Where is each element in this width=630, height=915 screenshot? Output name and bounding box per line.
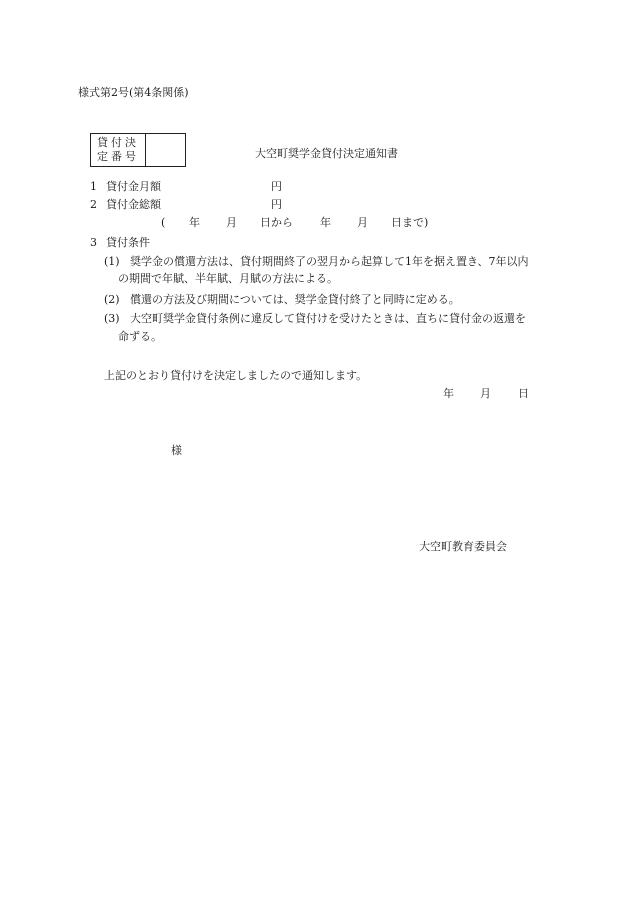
- item3-label: 貸付条件: [106, 236, 150, 249]
- period-year1: 年: [189, 216, 200, 229]
- decision-number-label-line2: 定番号: [97, 150, 139, 163]
- condition2-number: (2): [104, 293, 120, 306]
- period-open: (: [161, 216, 166, 229]
- condition3-number: (3): [104, 312, 120, 325]
- date-year: 年: [443, 387, 454, 400]
- date-month: 月: [480, 387, 491, 400]
- condition3-line2: 命ずる。: [118, 330, 162, 343]
- period-until: 日まで): [391, 216, 429, 229]
- item1-unit: 円: [271, 180, 282, 193]
- item1-number: 1: [90, 180, 97, 193]
- date-day: 日: [518, 387, 529, 400]
- decision-number-value: [146, 134, 185, 166]
- period-year2: 年: [320, 216, 331, 229]
- decision-number-box: [90, 133, 186, 167]
- condition1-line1: 奨学金の償還方法は、貸付期間終了の翌月から起算して1年を据え置き、7年以内: [130, 255, 529, 268]
- condition1-line2: の期間で年賦、半年賦、月賦の方法による。: [118, 272, 338, 285]
- item3-number: 3: [90, 236, 97, 249]
- issue-date: [443, 387, 529, 401]
- condition2-line1: 償還の方法及び期間については、奨学金貸付終了と同時に定める。: [130, 293, 460, 306]
- issuing-organization: 大空町教育委員会: [419, 540, 507, 553]
- period-month1: 月: [226, 216, 237, 229]
- period-from: 日から: [260, 216, 293, 229]
- document-title: 大空町奨学金貸付決定通知書: [255, 147, 398, 160]
- period-month2: 月: [357, 216, 368, 229]
- form-number: 様式第2号(第4条関係): [78, 86, 189, 99]
- item2-number: 2: [90, 198, 97, 211]
- item2-unit: 円: [271, 198, 282, 211]
- loan-period: [161, 216, 428, 230]
- item2-label: 貸付金総額: [106, 198, 161, 211]
- decision-number-label: [91, 134, 146, 166]
- decision-number-label-line1: 貸付決: [97, 136, 139, 149]
- condition3-line1: 大空町奨学金貸付条例に違反して貸付けを受けたときは、直ちに貸付金の返還を: [130, 312, 526, 325]
- item1-label: 貸付金月額: [106, 180, 161, 193]
- recipient-suffix: 様: [171, 444, 182, 457]
- notice-text: 上記のとおり貸付けを決定しましたので通知します。: [104, 369, 368, 382]
- condition1-number: (1): [104, 255, 120, 268]
